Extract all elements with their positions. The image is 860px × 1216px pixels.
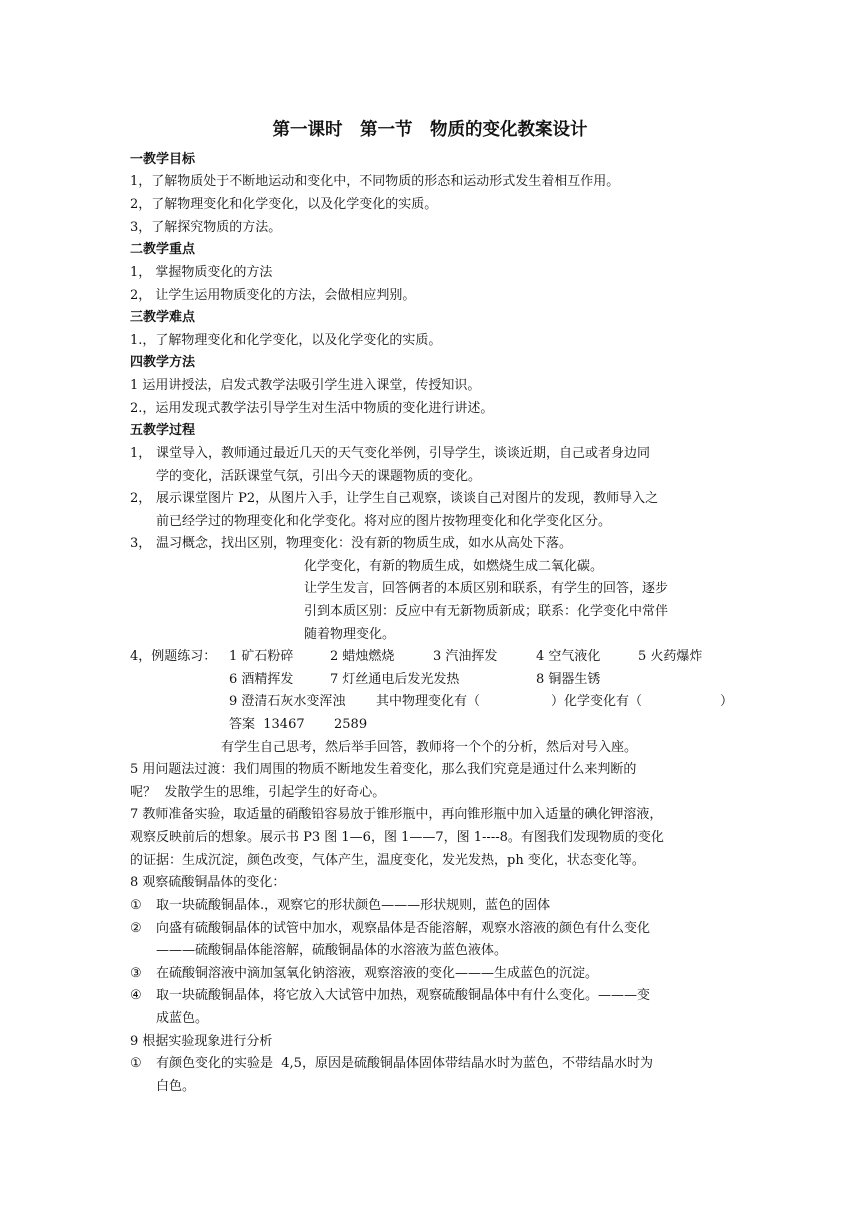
exercise-option: 5 火药爆炸 [638, 649, 703, 664]
process-item-text: 引到本质区别：反应中有无新物质新成；联系：化学变化中常伴 [304, 604, 669, 619]
process-item-text: 观察反映前后的想象。展示书 P3 图 1—6，图 1——7，图 1----8。有图我们发现物质的变化 [130, 830, 664, 845]
difficulty-item: 1.，了解物理变化和化学变化，以及化学变化的实质。 [130, 333, 442, 348]
exercise-question: 其中物理变化有（ [376, 694, 481, 709]
exercise-label: 4，例题练习： [130, 649, 217, 664]
process-item-text: 5 用问题法过渡：我们周围的物质不断地发生着变化，那么我们究竟是通过什么来判断的 [130, 762, 637, 777]
circled-number: ① [130, 898, 142, 913]
circled-number: ③ [130, 966, 142, 981]
process-item-text: 随着物理变化。 [304, 627, 396, 642]
method-item: 1 运用讲授法，启发式教学法吸引学生进入课堂，传授知识。 [130, 378, 481, 393]
analysis-text: 白色。 [156, 1079, 196, 1094]
section-heading-objectives: 一教学目标 [130, 152, 196, 167]
section-heading-key-points: 二教学重点 [130, 242, 196, 257]
page-title: 第一课时 第一节 物质的变化教案设计 [272, 120, 588, 140]
circled-number: ② [130, 921, 142, 936]
objective-item: 2，了解物理变化和化学变化，以及化学变化的实质。 [130, 197, 438, 212]
exercise-option: 7 灯丝通电后发光发热 [330, 672, 460, 687]
exercise-option: 3 汽油挥发 [433, 649, 498, 664]
observation-text: 取一块硫酸铜晶体，将它放入大试管中加热，观察硫酸铜晶体中有什么变化。———变 [156, 988, 651, 1003]
process-item-number: 2， [130, 491, 152, 506]
exercise-option: 1 矿石粉碎 [229, 649, 294, 664]
process-item-text: 课堂导入，教师通过最近几天的天气变化举例，引导学生，谈谈近期，自己或者身边同 [156, 446, 651, 461]
observation-text: 取一块硫酸铜晶体.，观察它的形状颜色———形状规则，蓝色的固体 [156, 898, 551, 913]
objective-item: 3，了解探究物质的方法。 [130, 220, 282, 235]
observation-text: 在硫酸铜溶液中滴加氢氧化钠溶液，观察溶液的变化———生成蓝色的沉淀。 [156, 966, 599, 981]
section-heading-difficulties: 三教学难点 [130, 310, 196, 325]
process-item-text: 温习概念，找出区别，物理变化：没有新的物质生成，如水从高处下落。 [156, 536, 573, 551]
observation-text: 成蓝色。 [156, 1011, 209, 1026]
exercise-answer: 答案 13467 [229, 717, 305, 732]
exercise-option: 2 蜡烛燃烧 [330, 649, 395, 664]
exercise-option: 9 澄清石灰水变浑浊 [229, 694, 346, 709]
process-item-text: 9 根据实验现象进行分析 [130, 1034, 273, 1049]
exercise-question: ） [720, 694, 734, 709]
circled-number: ④ [130, 988, 142, 1003]
section-heading-methods: 四教学方法 [130, 355, 196, 370]
key-point-item: 2， 让学生运用物质变化的方法，会做相应判别。 [130, 288, 416, 303]
objective-item: 1，了解物质处于不断地运动和变化中，不同物质的形态和运动形式发生着相互作用。 [130, 174, 620, 189]
process-item-text: 7 教师准备实验，取适量的硝酸铅容易放于锥形瓶中，再向锥形瓶中加入适量的碘化钾溶液， [130, 807, 663, 822]
process-item-text: 前已经学过的物理变化和化学变化。将对应的图片按物理变化和化学变化区分。 [156, 514, 612, 529]
exercise-option: 6 酒精挥发 [229, 672, 294, 687]
process-item-text: 8 观察硫酸铜晶体的变化： [130, 875, 286, 890]
exercise-question: ）化学变化有（ [551, 694, 643, 709]
method-item: 2.，运用发现式教学法引导学生对生活中物质的变化进行讲述。 [130, 401, 494, 416]
observation-text: 向盛有硫酸铜晶体的试管中加水，观察晶体是否能溶解，观察水溶液的颜色有什么变化 [156, 921, 651, 936]
process-item-text: 展示课堂图片 P2，从图片入手，让学生自己观察，谈谈自己对图片的发现，教师导入之 [156, 491, 659, 506]
circled-number: ① [130, 1056, 142, 1071]
process-item-number: 3， [130, 536, 152, 551]
exercise-option: 4 空气液化 [536, 649, 601, 664]
key-point-item: 1， 掌握物质变化的方法 [130, 265, 273, 280]
process-item-text: 有学生自己思考，然后举手回答，教师将一个个的分析，然后对号入座。 [221, 740, 638, 755]
process-item-text: 学的变化，活跃课堂气氛，引出今天的课题物质的变化。 [156, 469, 482, 484]
observation-text: ———硫酸铜晶体能溶解，硫酸铜晶体的水溶液为蓝色液体。 [156, 943, 508, 958]
section-heading-process: 五教学过程 [130, 423, 196, 438]
process-item-text: 呢？ 发散学生的思维，引起学生的好奇心。 [130, 785, 386, 800]
process-item-text: 化学变化，有新的物质生成，如燃烧生成二氧化碳。 [304, 559, 604, 574]
exercise-answer: 2589 [334, 717, 368, 732]
analysis-text: 有颜色变化的实验是 4,5，原因是硫酸铜晶体固体带结晶水时为蓝色，不带结晶水时为 [156, 1056, 653, 1071]
process-item-text: 让学生发言，回答俩者的本质区别和联系，有学生的回答，逐步 [304, 581, 669, 596]
process-item-text: 的证据：生成沉淀，颜色改变，气体产生，温度变化，发光发热，ph 变化，状态变化等。 [130, 853, 645, 868]
exercise-option: 8 铜器生锈 [536, 672, 601, 687]
process-item-number: 1， [130, 446, 152, 461]
